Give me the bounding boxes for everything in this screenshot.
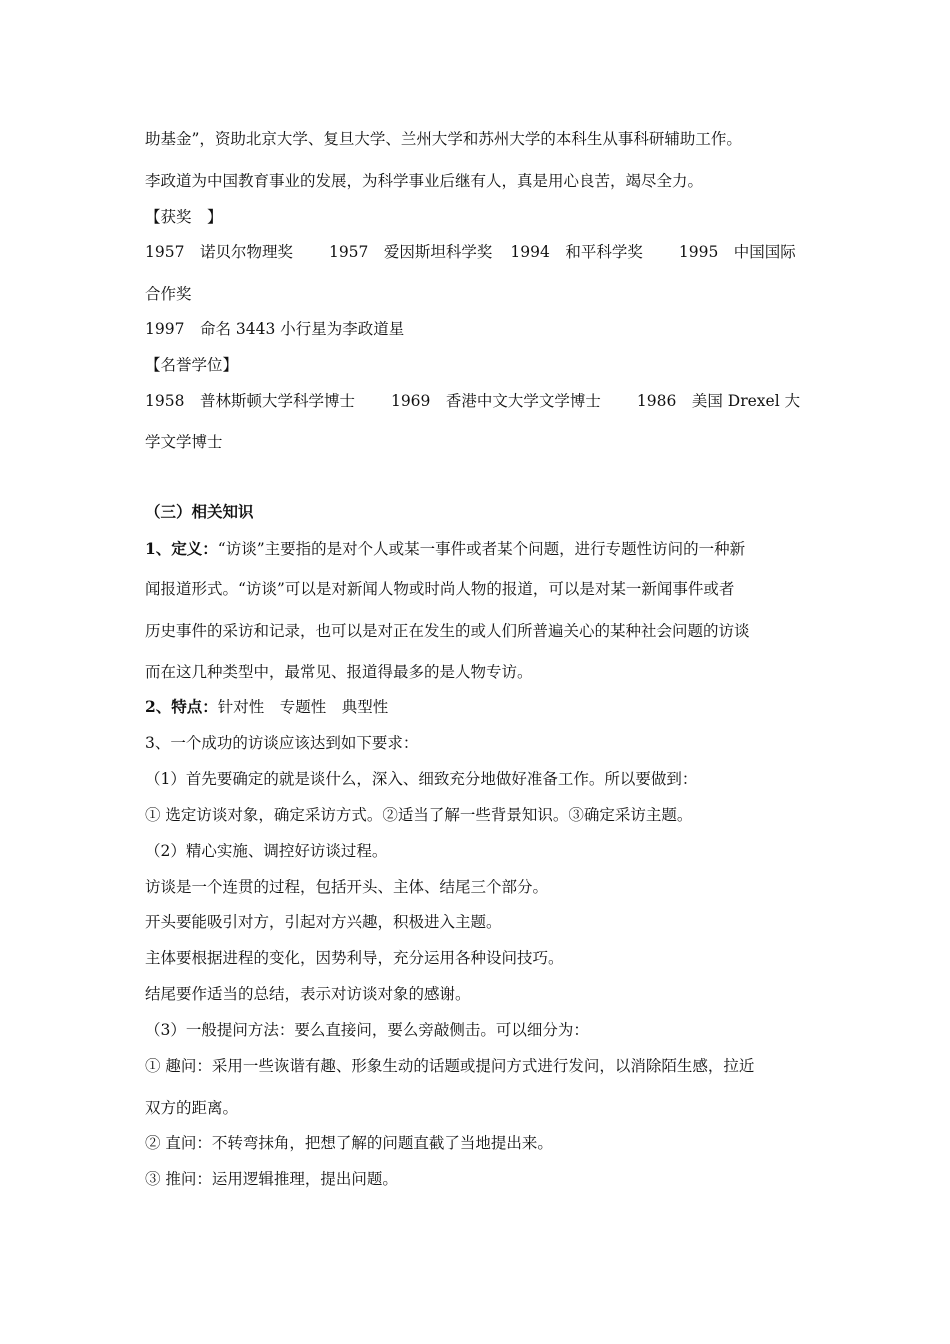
point-2: （2）精心实施、调控好访谈过程。 xyxy=(145,842,388,860)
award-item: 1995 中国国际 xyxy=(678,243,796,261)
degree-item: 1958 普林斯顿大学科学博士 xyxy=(145,392,355,410)
point-2-detail-a: 访谈是一个连贯的过程，包括开头、主体、结尾三个部分。 xyxy=(145,878,549,896)
point-3-detail-a-wrap: 双方的距离。 xyxy=(145,1099,239,1117)
award-item: 1957 诺贝尔物理奖 xyxy=(145,243,293,261)
degrees-row xyxy=(145,389,800,411)
definition-text: “访谈”主要指的是对个人或某一事件或者某个问题，进行专题性访问的一种新 xyxy=(217,540,746,558)
degrees-wrap: 学文学博士 xyxy=(145,433,223,451)
awards-heading: 【获奖 】 xyxy=(145,208,223,226)
awards-line-3: 1997 命名 3443 小行星为李政道星 xyxy=(145,320,405,338)
features-line xyxy=(145,695,388,717)
definition-line-1 xyxy=(145,537,745,559)
definition-line-4: 而在这几种类型中，最常见、报道得最多的是人物专访。 xyxy=(145,663,533,681)
definition-line-3: 历史事件的采访和记录，也可以是对正在发生的或人们所普遍关心的某种社会问题的访谈 xyxy=(145,622,750,640)
point-2-detail-d: 结尾要作适当的总结，表示对访谈对象的感谢。 xyxy=(145,985,471,1003)
features-label: 2、特点： xyxy=(145,697,218,716)
award-item: 1957 爱因斯坦科学奖 xyxy=(328,243,493,261)
point-1: （1）首先要确定的就是谈什么，深入、细致充分地做好准备工作。所以要做到： xyxy=(145,770,698,788)
intro-line-1: 助基金”，资助北京大学、复旦大学、兰州大学和苏州大学的本科生从事科研辅助工作。 xyxy=(145,130,742,148)
point-3-detail-a: ① 趣问：采用一些诙谐有趣、形象生动的话题或提问方式进行发问，以消除陌生感，拉近 xyxy=(145,1057,755,1075)
point-2-detail-c: 主体要根据进程的变化，因势利导，充分运用各种设问技巧。 xyxy=(145,949,564,967)
requirements-line: 3、一个成功的访谈应该达到如下要求： xyxy=(145,734,419,752)
features-text: 针对性 专题性 典型性 xyxy=(217,698,389,716)
degree-item: 1986 美国 Drexel 大 xyxy=(636,392,801,410)
degrees-heading: 【名誉学位】 xyxy=(145,356,239,374)
definition-line-2: 闻报道形式。“访谈”可以是对新闻人物或时尚人物的报道，可以是对某一新闻事件或者 xyxy=(145,580,735,598)
awards-wrap: 合作奖 xyxy=(145,285,192,303)
point-3-detail-c: ③ 推问：运用逻辑推理，提出问题。 xyxy=(145,1170,398,1188)
degree-item: 1969 香港中文大学文学博士 xyxy=(390,392,601,410)
section-heading: （三）相关知识 xyxy=(145,502,254,521)
awards-row xyxy=(145,240,796,262)
point-1-detail: ① 选定访谈对象，确定采访方式。②适当了解一些背景知识。③确定采访主题。 xyxy=(145,806,693,824)
point-3: （3）一般提问方法：要么直接问，要么旁敲侧击。可以细分为： xyxy=(145,1021,589,1039)
intro-line-2: 李政道为中国教育事业的发展，为科学事业后继有人，真是用心良苦，竭尽全力。 xyxy=(145,172,704,190)
point-2-detail-b: 开头要能吸引对方，引起对方兴趣，积极进入主题。 xyxy=(145,913,502,931)
point-3-detail-b: ② 直问：不转弯抹角，把想了解的问题直截了当地提出来。 xyxy=(145,1134,553,1152)
award-item: 1994 和平科学奖 xyxy=(510,243,643,261)
definition-label: 1、定义： xyxy=(145,539,218,558)
